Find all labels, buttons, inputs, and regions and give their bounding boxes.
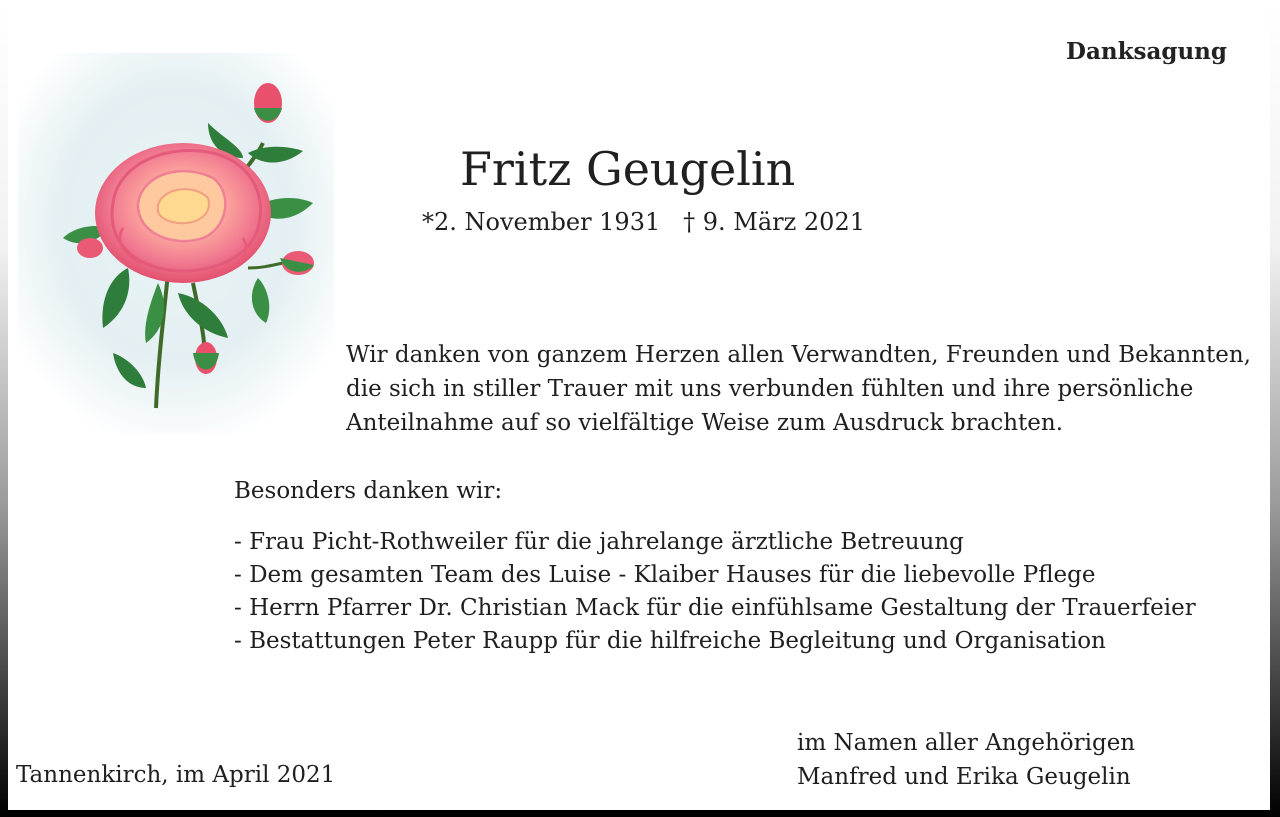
list-item: - Frau Picht-Rothweiler für die jahrelange ärztliche Betreuung (234, 529, 964, 555)
obituary-card (8, 8, 1270, 810)
thank-you-message (346, 338, 1251, 440)
place-date: Tannenkirch, im April 2021 (16, 762, 336, 788)
rose-illustration-icon (18, 53, 334, 433)
signature-line: Manfred und Erika Geugelin (797, 764, 1131, 790)
signature-line: im Namen aller Angehörigen (797, 730, 1136, 756)
list-item: - Dem gesamten Team des Luise - Klaiber Hauses für die liebevolle Pflege (234, 562, 1096, 588)
list-item: - Herrn Pfarrer Dr. Christian Mack für die einfühlsame Gestaltung der Trauerfeier (234, 595, 1196, 621)
message-line: Wir danken von ganzem Herzen allen Verwandten, Freunden und Bekannten, (346, 342, 1251, 368)
page-title: Danksagung (1066, 38, 1227, 65)
deceased-name: Fritz Geugelin (460, 142, 796, 196)
special-thanks-list (234, 526, 1196, 658)
signature (797, 726, 1135, 794)
special-thanks-intro: Besonders danken wir: (234, 478, 503, 504)
message-line: Anteilnahme auf so vielfältige Weise zum Ausdruck brachten. (346, 410, 1064, 436)
list-item: - Bestattungen Peter Raupp für die hilfreiche Begleitung und Organisation (234, 628, 1106, 654)
message-line: die sich in stiller Trauer mit uns verbunden fühlten und ihre persönliche (346, 376, 1194, 402)
life-dates: *2. November 1931 † 9. März 2021 (422, 208, 865, 236)
